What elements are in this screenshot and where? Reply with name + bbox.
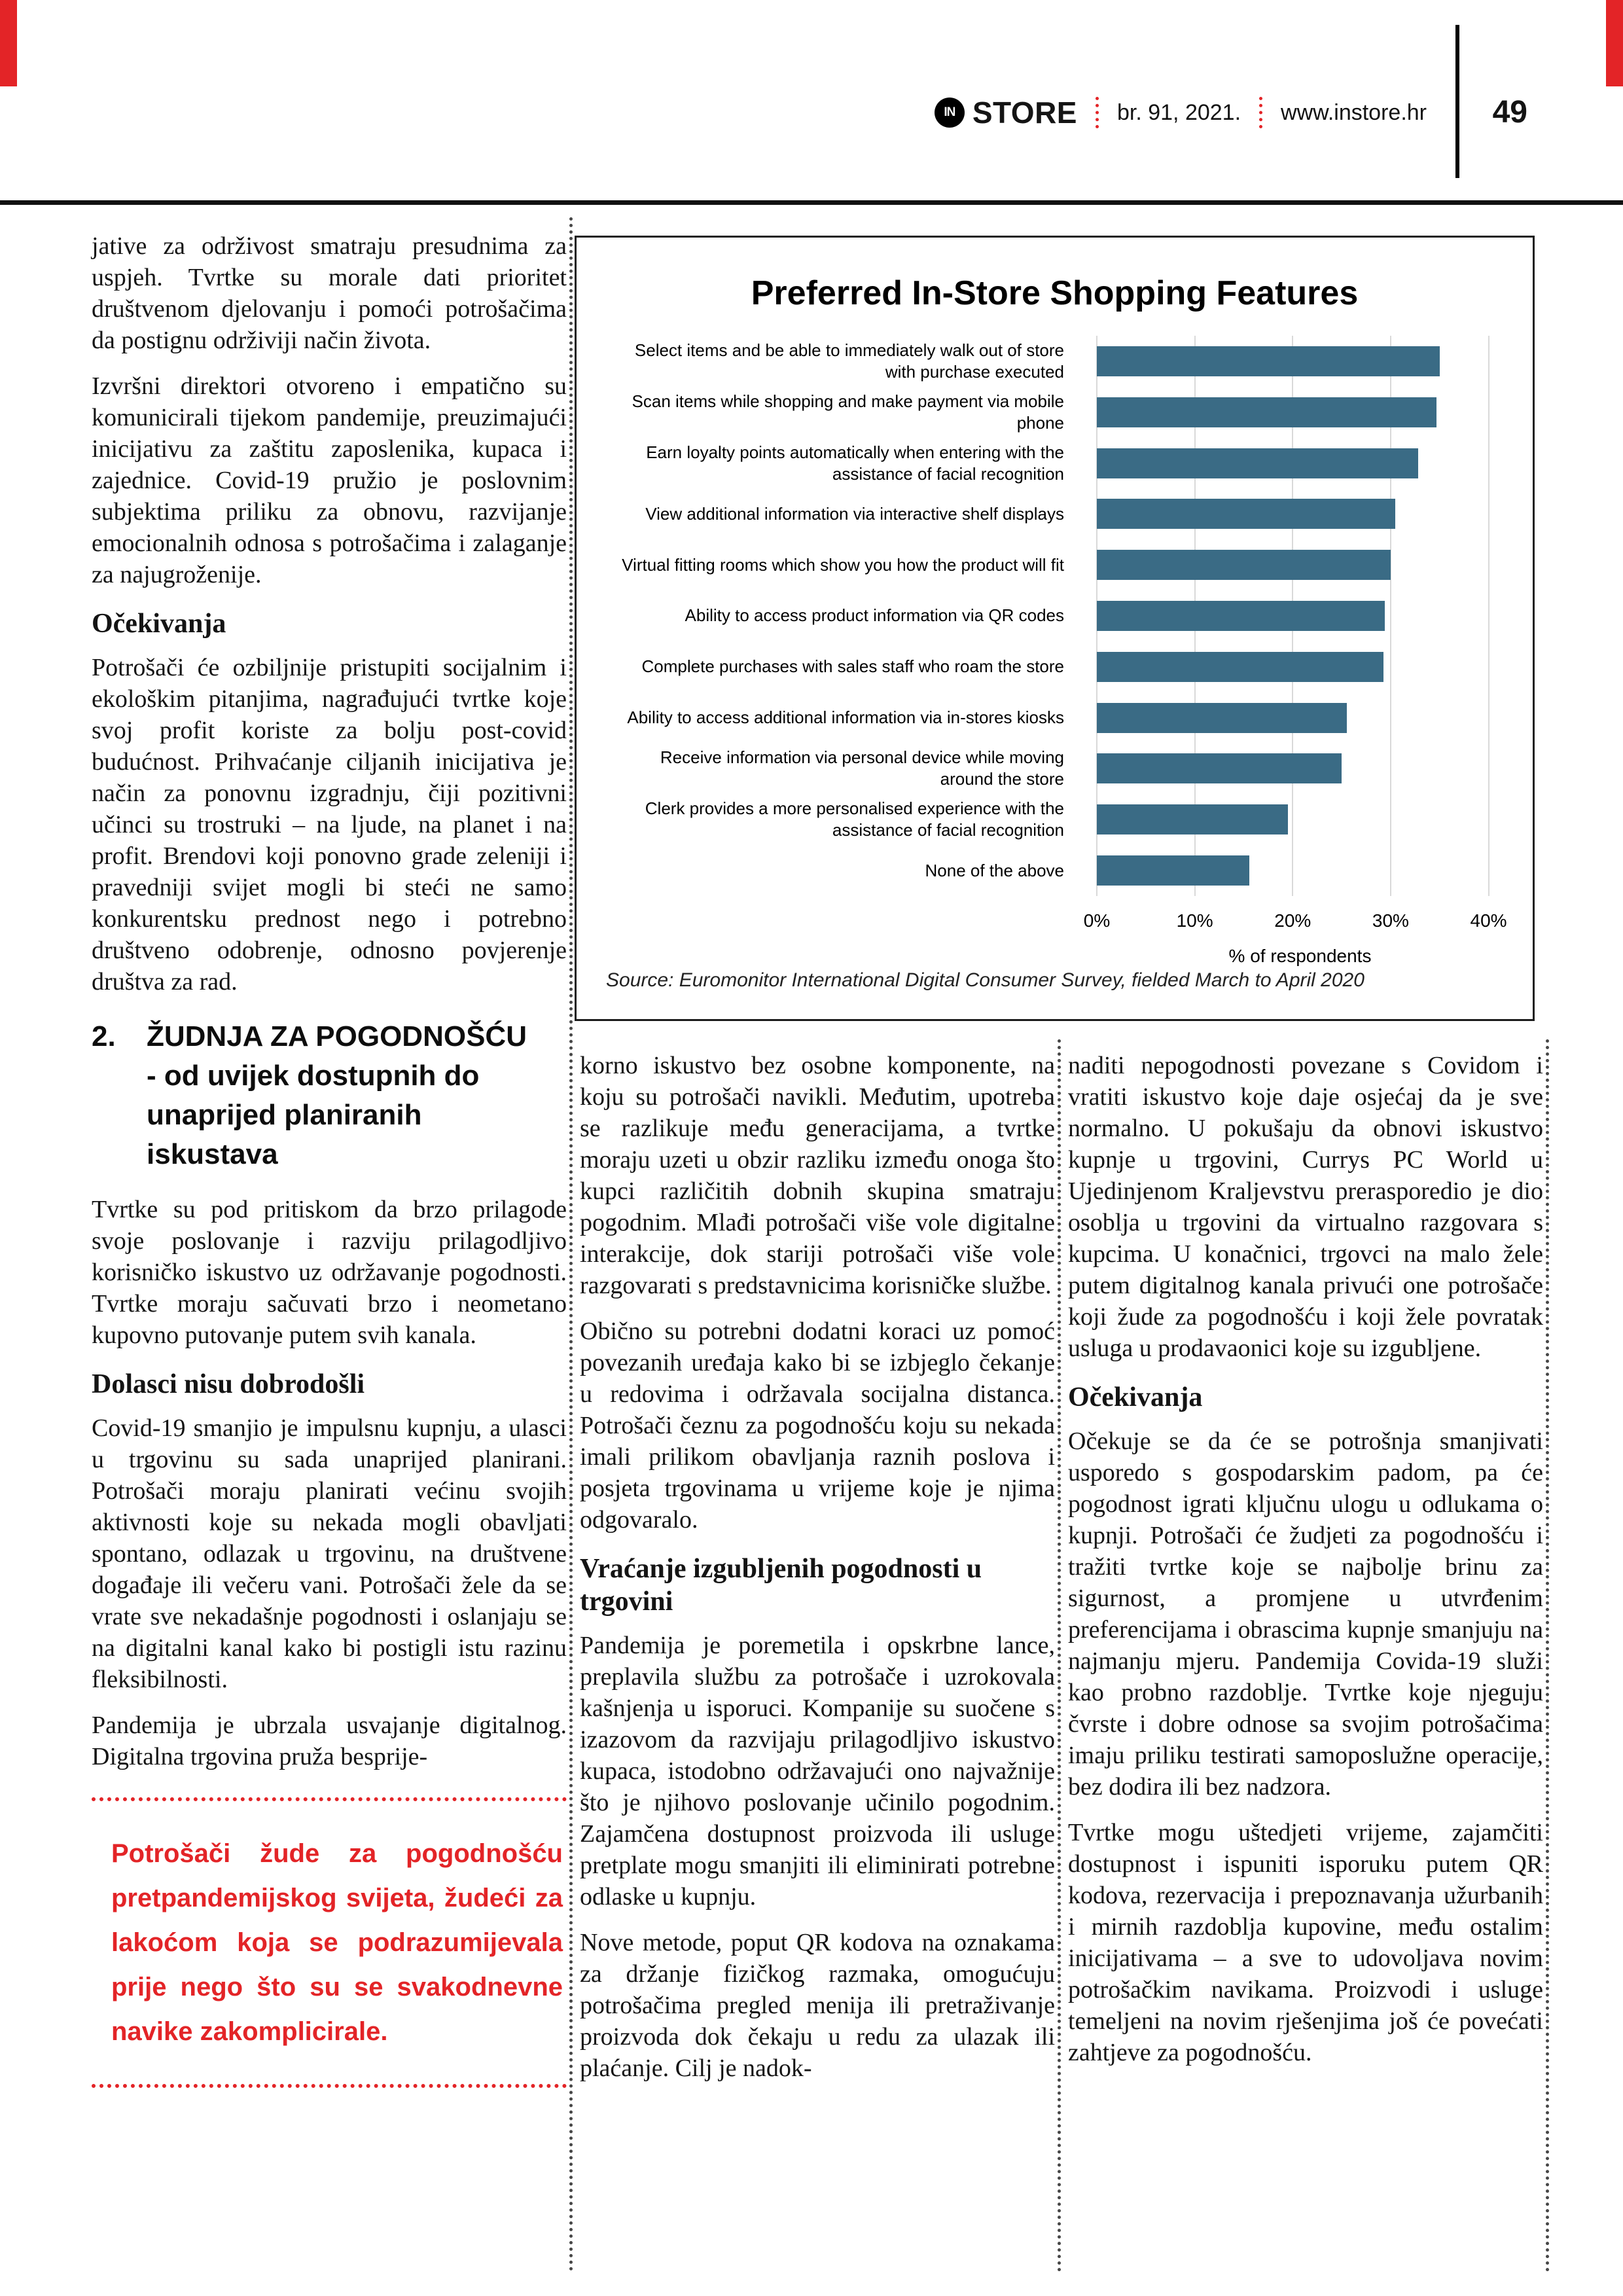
chart-row (606, 387, 1503, 438)
subheading: Očekivanja (92, 609, 226, 639)
subheading: Očekivanja (1068, 1382, 1203, 1412)
chart-bar-track (1097, 753, 1503, 783)
chart-row (606, 590, 1503, 641)
column-divider (569, 217, 573, 2272)
issue-label: br. 91, 2021. (1116, 99, 1241, 125)
chart-row (606, 488, 1503, 539)
red-dotted-separator-icon (1096, 97, 1099, 128)
paragraph: Covid-19 smanjio je impulsnu kupnju, a ulasci u trgovinu su sada unaprijed planirani. Potrošači moraju planirati većinu svojih aktivnosti koje su nekada mogli obavljati spontano, odlazak u trgovinu, na društvene događaje ili večeru vani. Potrošači žele da se vrate sve nekadašnje pogodnosti i oslanjaju se na digitalni kanal kako bi postigli istu razinu fleksibilnosti. (92, 1414, 567, 1693)
chart-bar-track (1097, 804, 1503, 834)
paragraph: Izvršni direktori otvoreno i empatično su komunicirali tijekom pandemije, preuzimajući inicijativu za zaštitu zaposlenika, kupaca i zajednice. Covid-19 pružio je poslovnim subjektima priliku za obnovu, razvijanje emocionalnih odnosa s potrošačima i zalaganje za najugroženije. (92, 372, 567, 588)
chart-bar-track (1097, 448, 1503, 478)
chart-bar-track (1097, 550, 1503, 580)
instore-logo (935, 95, 1077, 130)
paragraph: Obično su potrebni dodatni koraci uz pomoć povezanih uređaja kako bi se izbjeglo čekanje u redovima i održavala socijalna distanca. Potrošači čeznu za pogodnošću koju su nekada imali prilikom obavljanja raznih poslova i posjeta trgovinama u vrijeme koje je njima odgovaralo. (580, 1318, 1055, 1534)
chart-bar (1097, 550, 1391, 580)
paragraph: Tvrtke su pod pritiskom da brzo prilagode svoje poslovanje i razviju prilagodljivo korisničko iskustvo uz održavanje pogodnosti. Tvrtke moraju sačuvati brzo i neometano kupovno putovanje putem svih kanala. (92, 1196, 567, 1349)
column-left (92, 230, 567, 2088)
chart-rows (606, 336, 1503, 896)
red-dotted-separator-icon (1259, 97, 1262, 128)
chart-bar (1097, 601, 1385, 631)
section-heading-text: ŽUDNJA ZA POGODNOŠĆU - od uvijek dostupnih do unaprijed planiranih iskustava (147, 1020, 527, 1170)
chart-bar-track (1097, 855, 1503, 886)
pull-quote (92, 1797, 567, 2088)
chart-row (606, 641, 1503, 692)
x-tick-label: 40% (1470, 910, 1507, 931)
paragraph: Pandemija je poremetila i opskrbne lance, preplavila službu za potrošače i uzrokovala kašnjenja u isporuci. Kompanije su suočene s izazovom da razvijaju prilagodljivo iskustvo kupaca, istodobno održavajući ono najvažnije što je njihovo poslovanje učinilo pogodnim. Zajamčena dostupnost proizvoda ili usluge pretplate mogu smanjiti ili eliminirati potrebne odlaske u kupnju. (580, 1632, 1055, 1910)
page-number: 49 (1492, 95, 1527, 130)
chart-row (606, 692, 1503, 744)
chart-row (606, 744, 1503, 795)
chart-bar (1097, 804, 1288, 834)
column-right (1068, 1050, 1543, 2083)
chart-bar-label: Ability to access additional information via in-stores kiosks (627, 708, 1064, 728)
header-items (935, 81, 1427, 144)
paragraph: Pandemija je ubrzala usvajanje digitalnog. Digitalna trgovina pruža besprije- (92, 1712, 567, 1770)
paragraph: korno iskustvo bez osobne komponente, na koju su potrošači navikli. Međutim, upotreba se razlikuje među generacijama, a tvrtke moraju uzeti u obzir razliku između onoga što kupci različitih dobnih skupina smatraju pogodnim. Mlađi potrošači više vole digitalne interakcije, dok stariji potrošači više vole razgovarati s predstavnicima korisničke službe. (580, 1052, 1055, 1299)
chart-bar (1097, 855, 1249, 886)
chart-bar (1097, 753, 1342, 783)
chart-bar (1097, 703, 1347, 733)
chart-bar-track (1097, 601, 1503, 631)
x-tick-label: 30% (1372, 910, 1409, 931)
chart-row (606, 539, 1503, 590)
section-heading (92, 1017, 567, 1174)
chart-title: Preferred In-Store Shopping Features (751, 274, 1359, 312)
chart-bar-track (1097, 346, 1503, 376)
chart-x-axis (1083, 906, 1507, 937)
chart-plot-area (606, 336, 1503, 896)
subheading: Dolasci nisu dobrodošli (92, 1369, 365, 1399)
chart-row (606, 438, 1503, 489)
top-right-red-mark (1606, 0, 1623, 86)
paragraph: Nove metode, poput QR kodova na oznakama za držanje fizičkog razmaka, omogućuju potrošačima pregled menija ili pretraživanje proizvoda dok čekaju u redu za ulazak ili plaćanje. Cilj je nadok- (580, 1929, 1055, 2082)
paragraph: naditi nepogodnosti povezane s Covidom i vratiti iskustvo koje daje osjećaj da je sve normalno. U pokušaju da obnovi iskustvo kupnje u trgovini, Currys PC World u Ujedinjenom Kraljevstvu prerasporedio je dio osoblja u trgovini da virtualno razgovara s kupcima. U konačnici, trgovci na malo žele putem digitalnog kanala privući one potrošače koji žude za pogodnošću i koji žele povratak usluga u prodavaonici koje su izgubljene. (1068, 1052, 1543, 1362)
column-middle (580, 1050, 1055, 2098)
chart-bar-label: Earn loyalty points automatically when entering with the assistance of facial recognition (646, 442, 1064, 484)
logo-text: STORE (972, 96, 1077, 130)
chart-bar-label: Virtual fitting rooms which show you how the product will fit (622, 554, 1064, 575)
chart-row (606, 336, 1503, 387)
paragraph: jative za održivost smatraju presudnima za uspjeh. Tvrtke su morale dati prioritet društvenom djelovanju i pomoći potrošačima da postignu održiviji način života. (92, 232, 567, 354)
top-left-red-mark (0, 0, 17, 86)
chart-x-axis-label: % of respondents (1228, 946, 1372, 966)
chart (575, 236, 1535, 1021)
x-tick-label: 10% (1176, 910, 1213, 931)
chart-bar-label: Complete purchases with sales staff who roam the store (641, 656, 1064, 677)
chart-row (606, 845, 1503, 896)
site-url: www.instore.hr (1281, 99, 1427, 125)
page-number-divider (1455, 25, 1459, 178)
paragraph: Potrošači će ozbiljnije pristupiti socijalnim i ekološkim pitanjima, nagrađujući tvrtke koje svoj profit koriste za bolju post-covid budućnost. Prihvaćanje ciljanih inicijativa je način za ponovnu izgradnju, čiji pozitivni učinci su trostruki – na ljude, na planet i na profit. Brendovi koji ponovno grade zeleniji i pravedniji svijet mogli bi steći ne samo konkurentsku prednost nego i potrebno društveno odobrenje, odnosno povjerenje društva za rad. (92, 654, 567, 996)
chart-bar-label: Ability to access product information via QR codes (685, 605, 1064, 626)
column-divider (1058, 1039, 1061, 2272)
pull-quote-text: Potrošači žude za pogodnošću pretpandemijskog svijeta, žudeći za lakoćom koja se podrazumijevala prije nego što su se svakodnevne navike zakomplicirale. (111, 1839, 563, 2046)
chart-bar (1097, 448, 1418, 478)
chart-bar (1097, 397, 1436, 427)
column-divider (1546, 1039, 1549, 2272)
chart-bar-label: Scan items while shopping and make payment via mobile phone (632, 391, 1064, 433)
chart-bar-label: Clerk provides a more personalised experience with the assistance of facial recognition (645, 798, 1064, 840)
chart-bar-label: Select items and be able to immediately walk out of store with purchase executed (634, 340, 1064, 382)
chart-bar (1097, 346, 1440, 376)
x-tick-label: 0% (1083, 910, 1111, 931)
subheading: Vraćanje izgubljenih pogodnosti u trgovini (580, 1554, 982, 1617)
chart-bar-label: View additional information via interactive shelf displays (645, 503, 1064, 524)
chart-bar-label: None of the above (925, 860, 1064, 880)
paragraph: Tvrtke mogu uštedjeti vrijeme, zajamčiti dostupnost i ispuniti isporuku putem QR kodova, rezervacija i prepoznavanja užurbanih i mirnih razdoblja kupovine, među ostalim inicijativama – a sve to udovoljava novim potrošačkim navikama. Proizvodi i usluge temeljeni na novim rješenjima još će povećati zahtjeve za pogodnošću. (1068, 1819, 1543, 2066)
chart-bar-label: Receive information via personal device while moving around the store (660, 747, 1064, 789)
chart-bar (1097, 652, 1383, 682)
in-circle-icon: IN (935, 98, 965, 128)
section-number: 2. (92, 1020, 116, 1052)
chart-row (606, 794, 1503, 845)
header-rule (0, 200, 1623, 205)
chart-bar-track (1097, 652, 1503, 682)
chart-bar-track (1097, 703, 1503, 733)
x-tick-label: 20% (1274, 910, 1311, 931)
chart-bar (1097, 499, 1395, 529)
paragraph: Očekuje se da će se potrošnja smanjivati usporedo s gospodarskim padom, pa će pogodnost igrati ključnu ulogu u odlukama o kupnji. Potrošači će žudjeti za pogodnošću i tražiti tvrtke koje se najbolje brinu za sigurnost, a promjene u utvrđenim preferencijama i obrascima kupnje smanjuju na najmanju mjeru. Pandemija Covida-19 služi kao probno razdoblje. Tvrtke koje njeguju čvrste i dobre odnose sa svojim potrošačima imaju priliku testirati samoposlužne operacije, bez dodira ili bez nadzora. (1068, 1427, 1543, 1801)
chart-source: Source: Euromonitor International Digital Consumer Survey, fielded March to April 2020 (606, 969, 1364, 991)
chart-bar-track (1097, 397, 1503, 427)
chart-bar-track (1097, 499, 1503, 529)
